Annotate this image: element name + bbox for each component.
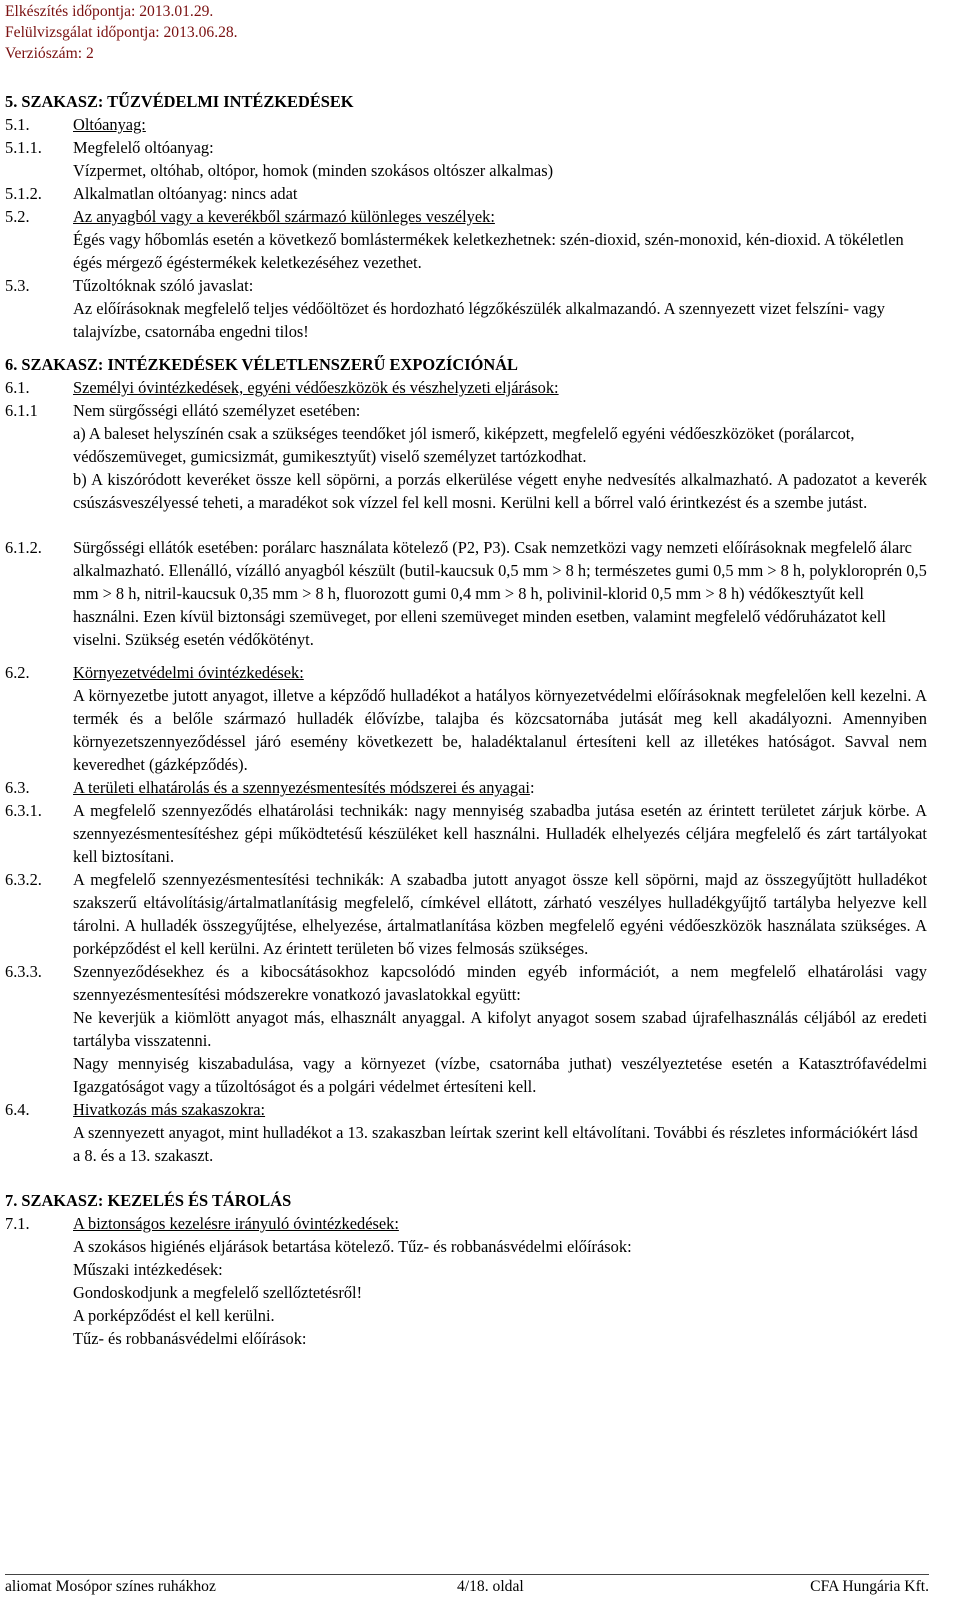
product-name: aliomat Mosópor színes ruhákhoz <box>5 1578 216 1595</box>
item-number: 5.1.1. <box>5 138 42 157</box>
item-text: Az előírásoknak megfelelő teljes védőöltözet és hordozható légzőkészülék alkalmazandó. A szennyezett vizet felszíni- vagy talajvízbe, csatornába engedni tilos! <box>73 299 885 341</box>
item-number: 5.1.2. <box>5 184 42 203</box>
item-text: A szennyezett anyagot, mint hulladékot a 13. szakaszban leírtak szerint kell eltávolítani. További és részletes információkért lásd a 8. és a 13. szakaszt. <box>73 1123 918 1165</box>
document-header <box>5 1 238 64</box>
version-number: Verziószám: 2 <box>5 45 94 62</box>
item-number: 6.1.1 <box>5 401 38 420</box>
item-text: Sürgősségi ellátók esetében: porálarc használata kötelező (P2, P3). Csak nemzetközi vagy nemzeti előírásoknak megfelelő álarc alkalmazható. Ellenálló, vízálló anyagból készült (butil-kaucsuk 0,5 mm > 8 h; természetes gumi 0,5 mm > 8 h, polykloroprén 0,5 mm > 8 h, nitril-kaucsuk 0,35 mm > 8 h, fluorozott gumi 0,4 mm > 8 h, polivinil-klorid 0,5 mm > 8 h) védőkesztyűt kell használni. Ezen kívül biztonsági szemüveget, por elleni szemüveget minden esetben, valamint megfelelő védőruházatot kell viselni. Szükség esetén védőkötényt. <box>73 538 927 649</box>
created-date: Elkészítés időpontja: 2013.01.29. <box>5 3 214 20</box>
item-number: 5.1. <box>5 115 30 134</box>
item-text: A megfelelő szennyeződés elhatárolási technikák: nagy mennyiség szabadba jutása esetén az érintett területet zárjuk körbe. A szennyezésmentesítéshez gépi működtetésű készüléket kell használni. Hulladék elhelyezés céljára megfelelő és zárt tartályokat kell biztosítani. <box>73 801 927 866</box>
item-title: Környezetvédelmi óvintézkedések: <box>73 663 304 682</box>
item-6-4 <box>5 1098 927 1167</box>
item-5-2 <box>5 205 927 274</box>
item-5-3 <box>5 274 927 343</box>
item-number: 7.1. <box>5 1214 30 1233</box>
item-5-1-1 <box>5 136 927 182</box>
item-text: Szennyeződésekhez és a kibocsátásokhoz kapcsolódó minden egyéb információt, a nem megfelelő elhatárolási vagy szennyezésmentesítési módszerekre vonatkozó javaslatokkal együtt: <box>73 962 927 1004</box>
page-number: 4/18. oldal <box>457 1578 524 1595</box>
item-6-1-2 <box>5 536 927 651</box>
section-5-heading: 5. SZAKASZ: TŰZVÉDELMI INTÉZKEDÉSEK <box>5 92 354 111</box>
item-text: Nagy mennyiség kiszabadulása, vagy a környezet (vízbe, csatornába juthat) veszélyeztetése esetén a Katasztrófavédelmi Igazgatóságot vagy a tűzoltóságot és a polgári védelmet értesíteni kell. <box>73 1054 927 1096</box>
item-text: Ne keverjük a kiömlött anyagot más, elhasznált anyaggal. A kifolyt anyagot sosem szabad újrafelhasználás céljából az eredeti tartályba visszatenni. <box>73 1008 927 1050</box>
item-5-1 <box>5 113 927 136</box>
item-5-1-2 <box>5 182 927 205</box>
item-text: A megfelelő szennyezésmentesítési technikák: A szabadba jutott anyagot össze kell söpörni, majd az összegyűjtött hulladékot szakszerű eltávolításig/ártalmatlanításig megfelelő, címkével ellátott, zárható veszélyes hulladékgyűjtő tartályba helyezve kell tárolni. A hulladék összegyűjtése, elhelyezése, ártalmatlanítása közben megfelelő egyéni védőeszközök használata szükséges. A porképződést el kell kerülni. Az érintett területen bő vizes felmosás szükséges. <box>73 870 927 958</box>
item-text: Gondoskodjunk a megfelelő szellőztetésről! <box>73 1283 363 1302</box>
item-text: Alkalmatlan oltóanyag: nincs adat <box>73 184 298 203</box>
section-6-heading: 6. SZAKASZ: INTÉZKEDÉSEK VÉLETLENSZERŰ EXPOZÍCIÓNÁL <box>5 355 518 374</box>
item-6-3: 6.3. A területi elhatárolás és a szennyezésmentesítés módszerei és anyagai: <box>5 778 535 797</box>
item-title: Az anyagból vagy a keverékből származó különleges veszélyek: <box>73 207 495 226</box>
item-text: A szokásos higiénés eljárások betartása kötelező. Tűz- és robbanásvédelmi előírások: <box>73 1237 632 1256</box>
item-number: 6.1.2. <box>5 538 42 557</box>
document-body <box>5 90 927 1350</box>
item-title: Személyi óvintézkedések, egyéni védőeszközök és vészhelyzeti eljárások: <box>73 378 559 397</box>
section-7-heading: 7. SZAKASZ: KEZELÉS ÉS TÁROLÁS <box>5 1191 292 1210</box>
item-title: A biztonságos kezelésre irányuló óvintézkedések: <box>73 1214 399 1233</box>
item-number: 6.2. <box>5 663 30 682</box>
company-name: CFA Hungária Kft. <box>810 1578 929 1595</box>
item-number: 5.3. <box>5 276 30 295</box>
item-number: 6.3. <box>5 778 30 797</box>
revision-date: Felülvizsgálat időpontja: 2013.06.28. <box>5 24 238 41</box>
item-7-1 <box>5 1212 927 1350</box>
item-text: Égés vagy hőbomlás esetén a következő bomlástermékek keletkezhetnek: szén-dioxid, szén-monoxid, kén-dioxid. A tökéletlen égés mérgező égéstermékek keletkezéséhez vezethet. <box>73 230 904 272</box>
item-number: 6.4. <box>5 1100 30 1119</box>
item-6-1-1 <box>5 399 927 514</box>
item-text: Tűz- és robbanásvédelmi előírások: <box>73 1329 307 1348</box>
item-number: 6.3.1. <box>5 801 42 820</box>
item-6-3-2 <box>5 868 927 960</box>
item-text: Vízpermet, oltóhab, oltópor, homok (minden szokásos oltószer alkalmas) <box>73 161 554 180</box>
item-title: Nem sürgősségi ellátó személyzet esetében: <box>73 401 361 420</box>
item-number: 5.2. <box>5 207 30 226</box>
item-title: Tűzoltóknak szóló javaslat: <box>73 276 254 295</box>
item-6-2 <box>5 661 927 776</box>
item-title: Oltóanyag: <box>73 115 146 134</box>
item-title: A területi elhatárolás és a szennyezésmentesítés módszerei és anyagai <box>73 778 530 797</box>
item-text: b) A kiszóródott keveréket össze kell söpörni, a porzás elkerülése végett enyhe nedvesítés alkalmazható. A padozatot a keverék csúszásveszélyessé teheti, a maradékot sok vízzel fel kell mosni. Kerülni kell a bőrrel való érintkezést és a szembe jutást. <box>73 470 927 512</box>
page-footer <box>5 1574 929 1597</box>
item-6-3-3 <box>5 960 927 1098</box>
item-title: Hivatkozás más szakaszokra: <box>73 1100 266 1119</box>
item-text: Műszaki intézkedések: <box>73 1260 223 1279</box>
item-number: 6.3.2. <box>5 870 42 889</box>
item-6-1 <box>5 376 927 399</box>
item-text: A környezetbe jutott anyagot, illetve a képződő hulladékot a hatályos környezetvédelmi előírásoknak megfelelően kell kezelni. A termék és a belőle származó hulladék élővízbe, talajba és közcsatornába jutását meg kell akadályozni. Amennyiben környezetszennyeződéssel járó esemény következett be, haladéktalanul értesíteni kell az illetékes hatóságot. Savval nem keveredhet (gázképződés). <box>73 686 927 774</box>
item-text: a) A baleset helyszínén csak a szükséges teendőket jól ismerő, kiképzett, megfelelő egyéni védőeszközöket (porálarcot, védőszemüveget, gumicsizmát, gumikesztyűt) viselő személyzet tartózkodhat. <box>73 424 855 466</box>
item-text: A porképződést el kell kerülni. <box>73 1306 275 1325</box>
item-title: Megfelelő oltóanyag: <box>73 138 214 157</box>
item-6-3-1 <box>5 799 927 868</box>
item-number: 6.1. <box>5 378 30 397</box>
item-number: 6.3.3. <box>5 962 42 981</box>
